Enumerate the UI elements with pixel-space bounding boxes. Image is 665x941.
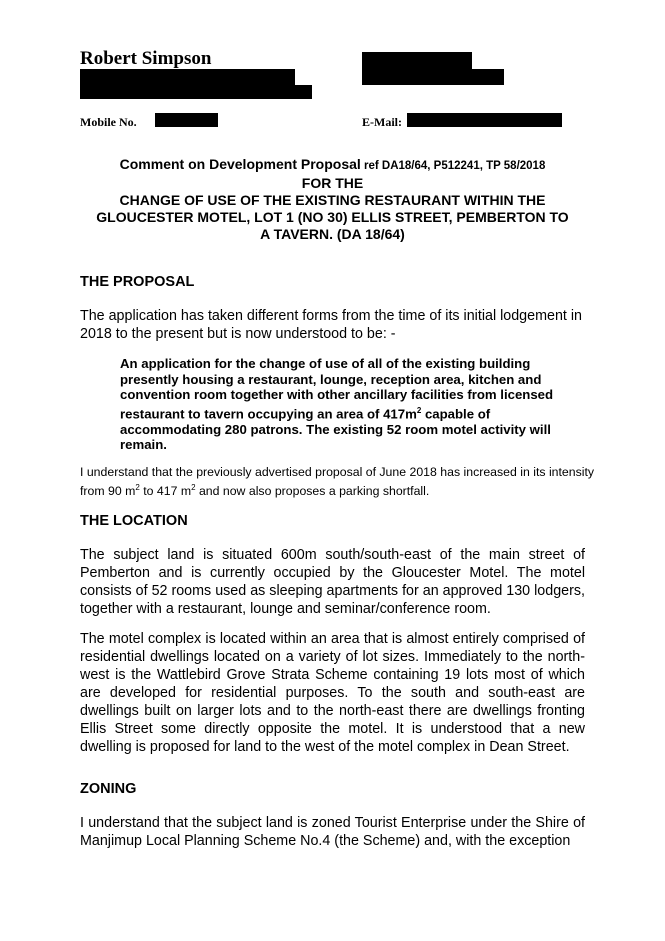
quote-text-a: An application for the change of use of all of the existing building presently housing a restaurant, lounge, reception area, kitchen and convention room together with other ancillary facilities from licensed restaurant to tavern occupying an area of 417m [120, 356, 554, 422]
location-heading: THE LOCATION [80, 513, 188, 529]
note-text-c: and now also proposes a parking shortfall. [195, 484, 430, 499]
quote-superscript: 2 [416, 405, 422, 415]
note-superscript-1: 2 [135, 483, 140, 492]
redacted-email [407, 113, 562, 127]
zoning-heading: ZONING [80, 781, 137, 797]
redacted-address-line-2 [80, 85, 312, 99]
note-text-a: I understand that the previously advertised proposal of June 2018 has increased in its intensity from 90 m [80, 465, 595, 499]
proposal-quote [120, 356, 560, 453]
title-ref: ref DA18/64, P512241, TP 58/2018 [360, 160, 546, 172]
title-line-2: FOR THE [301, 175, 364, 191]
note-superscript-2: 2 [191, 483, 196, 492]
location-paragraph-2: The motel complex is located within an area that is almost entirely comprised of residential dwellings located on a variety of lot sizes. Immediately to the north-west is the Wattlebird Grove Strata Scheme containing 19 lots most of which are developed for residential purposes. To the south and south-east are dwellings built on larger lots and to the north-east there are dwellings fronting Ellis Street some directly opposite the motel. It is understood that a new dwelling is proposed for land to the west of the motel complex in Dean Street. [80, 631, 585, 755]
author-name: Robert Simpson [80, 48, 212, 69]
document-title [60, 156, 605, 243]
location-paragraph-1: The subject land is situated 600m south/south-east of the main street of Pemberton and is currently occupied by the Gloucester Motel. The motel consists of 52 rooms used as sleeping apartments for an approved 130 lodgers, together with a restaurant, lounge and seminar/conference room. [80, 547, 585, 617]
title-line-4: GLOUCESTER MOTEL, LOT 1 (NO 30) ELLIS STREET, PEMBERTON TO [96, 209, 569, 225]
email-label: E-Mail: [362, 115, 402, 129]
redacted-right-line-2 [362, 69, 504, 85]
quote-text-b: capable of accommodating 280 patrons. The existing 52 room motel activity will remain. [120, 406, 551, 453]
zoning-paragraph-1: I understand that the subject land is zoned Tourist Enterprise under the Shire of Manjimup Local Planning Scheme No.4 (the Scheme) and, with the exception [80, 815, 585, 849]
proposal-note [80, 465, 600, 499]
title-main: Comment on Development Proposal [119, 156, 361, 172]
proposal-heading: THE PROPOSAL [80, 274, 195, 290]
redacted-mobile-number [155, 113, 218, 127]
redacted-address-line-1 [80, 69, 295, 85]
mobile-label: Mobile No. [80, 115, 137, 129]
title-line-1 [60, 156, 605, 175]
redacted-right-line-1 [362, 52, 472, 69]
title-line-5: A TAVERN. (DA 18/64) [260, 226, 405, 242]
title-line-3: CHANGE OF USE OF THE EXISTING RESTAURANT WITHIN THE [119, 192, 546, 208]
note-text-b: to 417 m [139, 484, 192, 499]
proposal-intro: The application has taken different forms from the time of its initial lodgement in 2018 to the present but is now understood to be: - [80, 308, 582, 342]
